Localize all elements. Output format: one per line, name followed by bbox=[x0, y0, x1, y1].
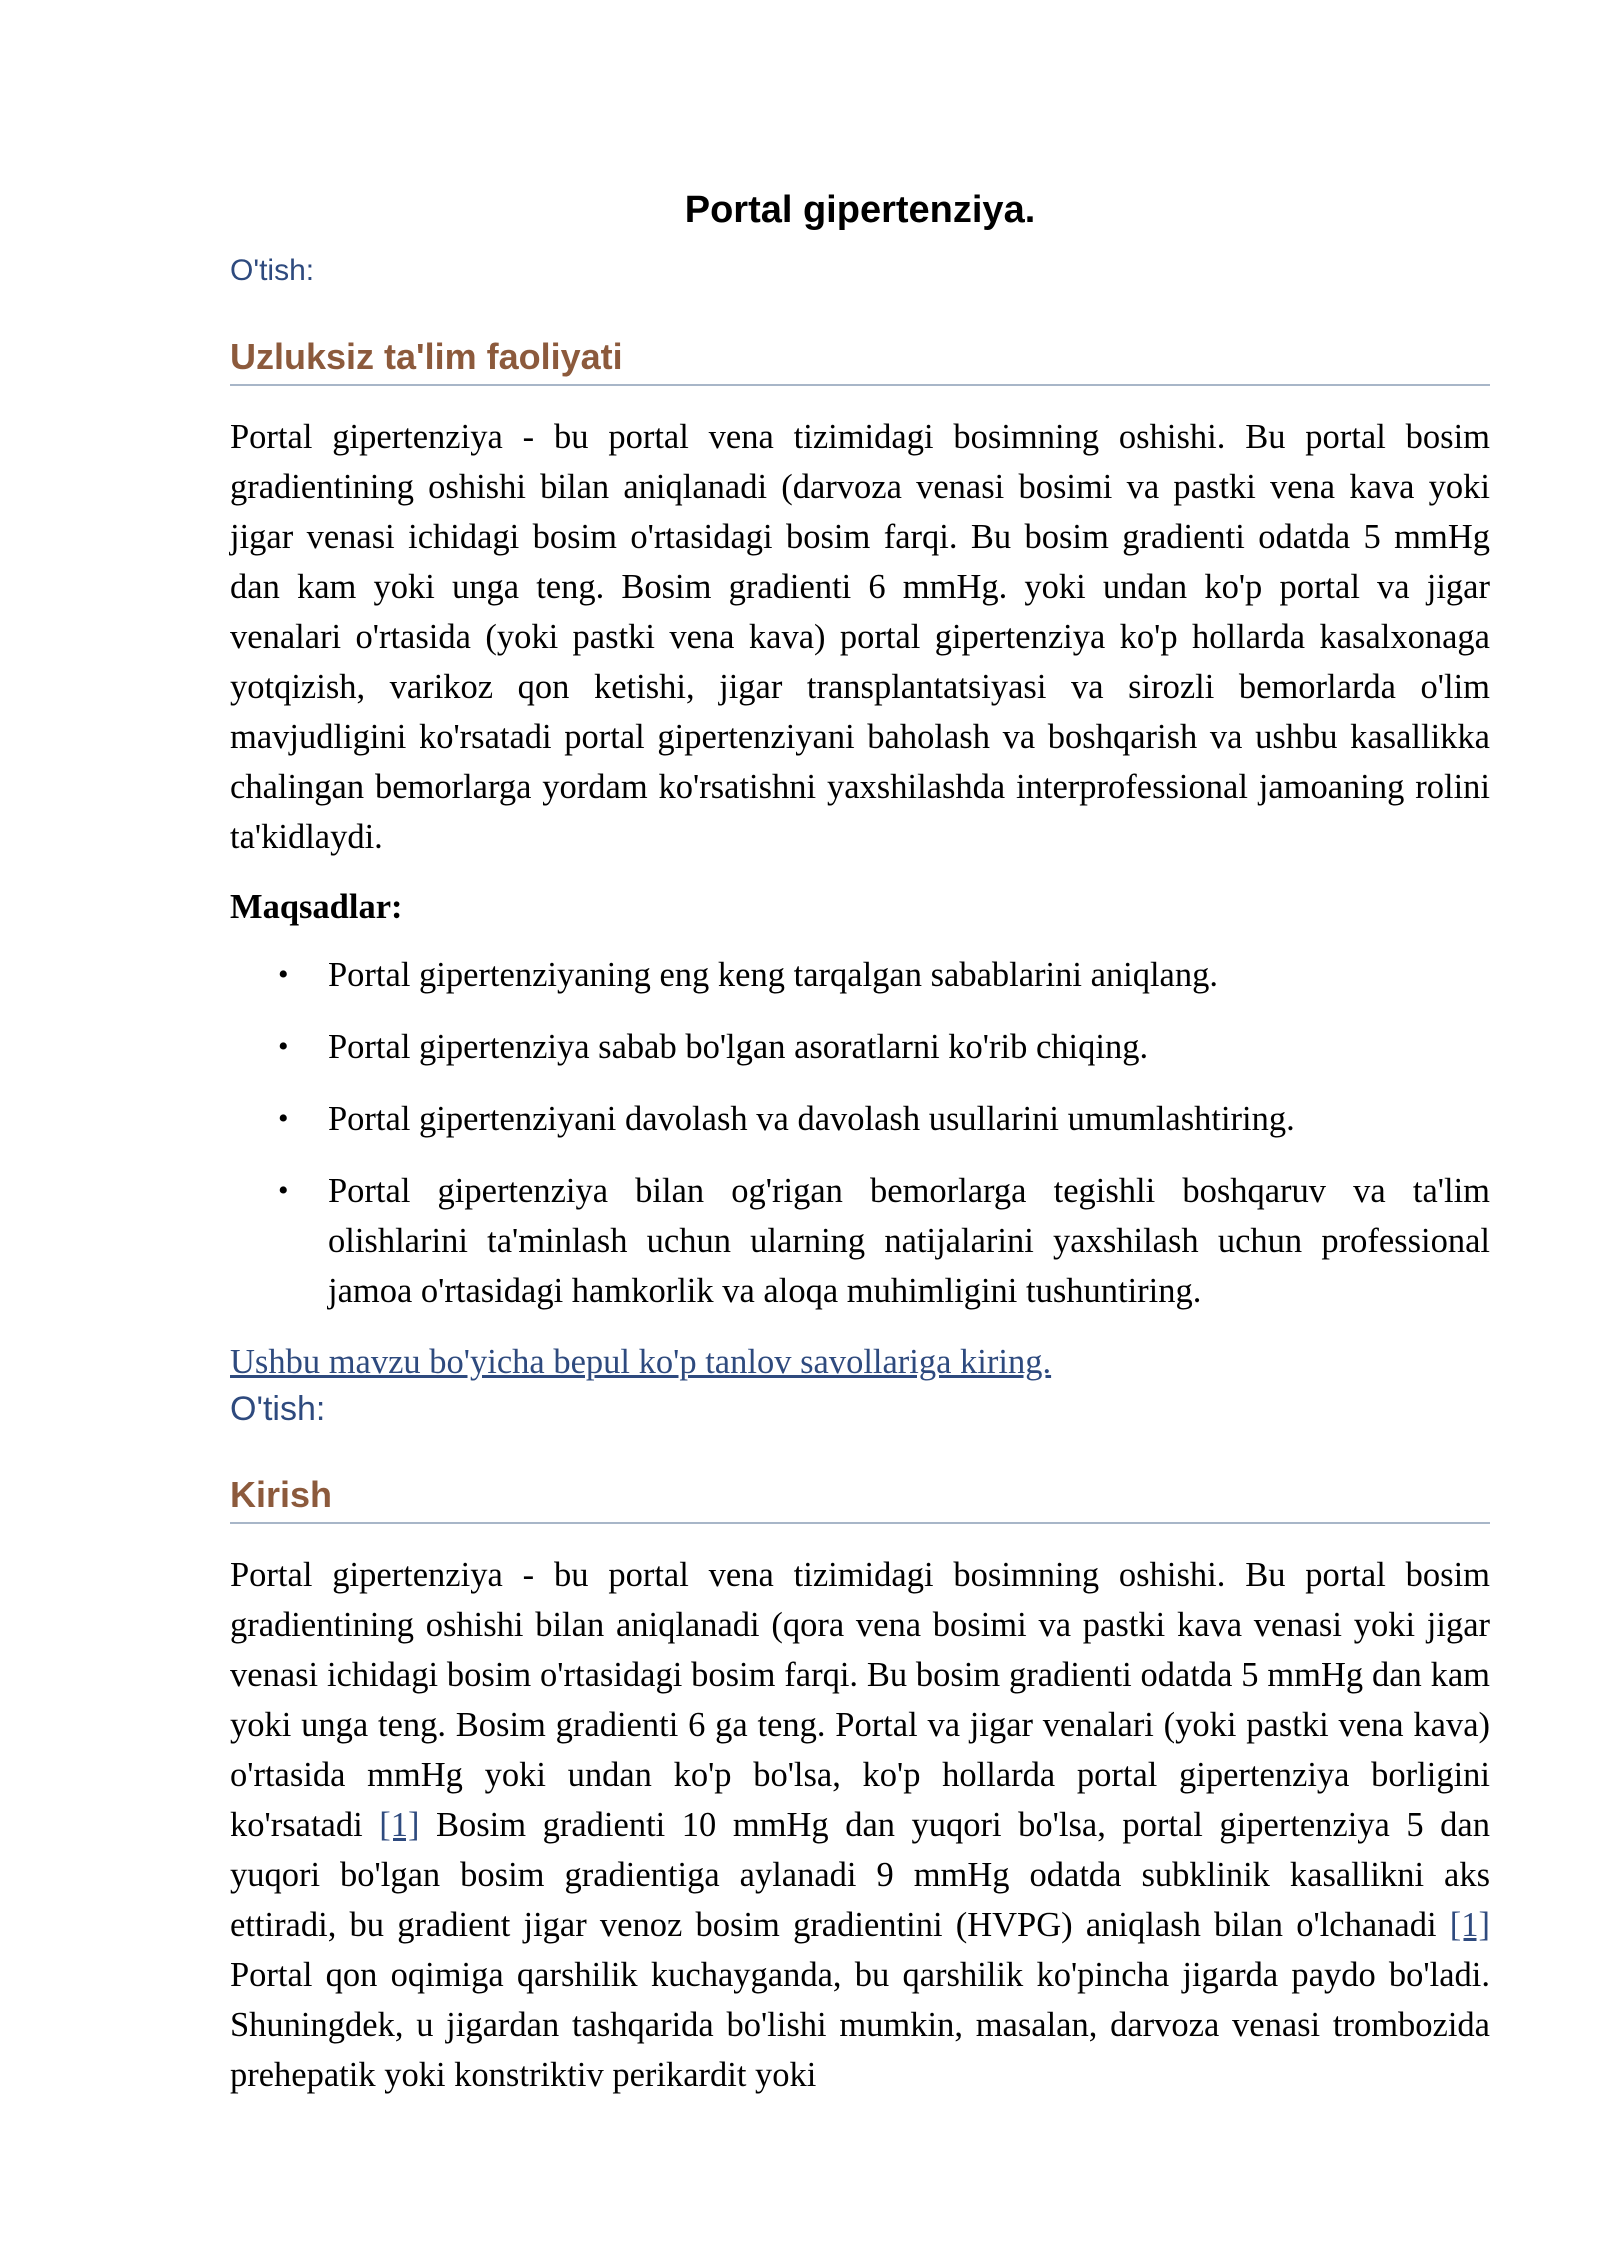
goals-list bbox=[230, 950, 1490, 1316]
introduction-text: Portal gipertenziya - bu portal vena tizimidagi bosimning oshishi. Bu portal bosim gradientining oshishi bilan aniqlanadi (qora vena bosimi va pastki kava venasi yoki jigar venasi ichidagi bosim o'rtasidagi bosim farqi. Bu bosim gradienti odatda 5 mmHg dan kam yoki unga teng. Bosim gradienti 6 ga teng. Portal va jigar venalari (yoki pastki vena kava) o'rtasida mmHg yoki undan ko'p bo'lsa, ko'p hollarda portal gipertenziya borligini ko'rsatadi bbox=[230, 1556, 1490, 1844]
goto-label: O'tish: bbox=[230, 254, 315, 287]
document-title: Portal gipertenziya. bbox=[684, 189, 1036, 231]
introduction-text: Bosim gradienti 10 mmHg dan yuqori bo'lsa, portal gipertenziya 5 dan yuqori bo'lgan bosim gradientiga aylanadi 9 mmHg odatda subklinik kasallikni aks ettiradi, bu gradient jigar venoz bosim gradientini (HVPG) aniqlash bilan o'lchanadi bbox=[230, 1806, 1490, 1944]
goal-text: Portal gipertenziya sabab bo'lgan asoratlarni ko'rib chiqing. bbox=[328, 1028, 1149, 1066]
continuing-education-paragraph: Portal gipertenziya - bu portal vena tizimidagi bosimning oshishi. Bu portal bosim gradientining oshishi bilan aniqlanadi (darvoza venasi bosimi va pastki vena kava yoki jigar venasi ichidagi bosim o'rtasidagi bosim farqi. Bu bosim gradienti odatda 5 mmHg dan kam yoki unga teng. Bosim gradienti 6 mmHg. yoki undan ko'p portal va jigar venalari o'rtasida (yoki pastki vena kava) portal gipertenziya ko'p hollarda kasalxonaga yotqizish, varikoz qon ketishi, jigar transplantatsiyasi va sirozli bemorlarda o'lim mavjudligini ko'rsatadi portal gipertenziyani baholash va boshqarish va ushbu kasallikka chalingan bemorlarga yordam ko'rsatishni yaxshilashda interprofessional jamoaning rolini ta'kidlaydi. bbox=[230, 418, 1490, 856]
document-page bbox=[230, 180, 1490, 2100]
mcq-questions-link[interactable]: Ushbu mavzu bo'yicha bepul ko'p tanlov savollariga kiring. bbox=[230, 1343, 1052, 1381]
goal-text: Portal gipertenziyani davolash va davolash usullarini umumlashtiring. bbox=[328, 1100, 1295, 1138]
goto-label: O'tish: bbox=[230, 1390, 326, 1428]
bullet-icon: • bbox=[278, 958, 289, 991]
reference-link[interactable]: [1] bbox=[379, 1806, 420, 1844]
introduction-text: Portal qon oqimiga qarshilik kuchayganda, bu qarshilik ko'pincha jigarda paydo bo'ladi. Shuningdek, u jigardan tashqarida bo'lishi mumkin, masalan, darvoza venasi trombozida prehepatik yoki konstriktiv perikardit yoki bbox=[230, 1956, 1490, 2094]
reference-link[interactable]: [1] bbox=[1449, 1906, 1490, 1944]
goal-text: Portal gipertenziya bilan og'rigan bemorlarga tegishli boshqaruv va ta'lim olishlarini ta'minlash uchun ularning natijalarini yaxshilash uchun professional jamoa o'rtasidagi hamkorlik va aloqa muhimligini tushuntiring. bbox=[328, 1172, 1490, 1310]
section-heading-continuing-education: Uzluksiz ta'lim faoliyati bbox=[230, 334, 1490, 386]
bullet-icon: • bbox=[278, 1102, 289, 1135]
goal-item bbox=[230, 1094, 1490, 1144]
bullet-icon: • bbox=[278, 1030, 289, 1063]
goal-item bbox=[230, 950, 1490, 1000]
introduction-paragraph bbox=[230, 1550, 1490, 2100]
goal-item bbox=[230, 1166, 1490, 1316]
bullet-icon: • bbox=[278, 1174, 289, 1207]
section-heading-introduction: Kirish bbox=[230, 1472, 1490, 1524]
goal-item bbox=[230, 1022, 1490, 1072]
goals-label: Maqsadlar: bbox=[230, 888, 403, 926]
goal-text: Portal gipertenziyaning eng keng tarqalgan sabablarini aniqlang. bbox=[328, 956, 1218, 994]
